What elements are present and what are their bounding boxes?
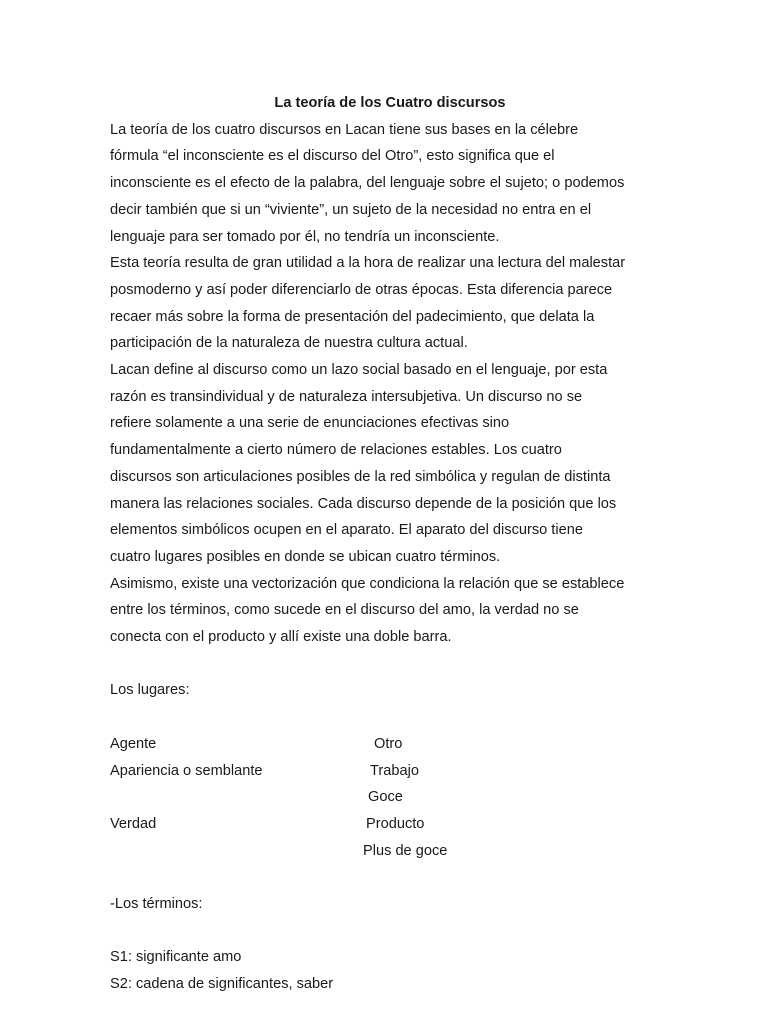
lugar-left: Apariencia o semblante — [110, 762, 263, 779]
body-line: refiere solamente a una serie de enunciaciones efectivas sino — [110, 415, 510, 432]
body-line: Esta teoría resulta de gran utilidad a la hora de realizar una lectura del malestar — [110, 255, 626, 272]
body-line: razón es transindividual y de naturaleza intersubjetiva. Un discurso no se — [110, 388, 583, 405]
blank-line — [110, 864, 670, 891]
termino-item: S2: cadena de significantes, saber — [110, 976, 334, 993]
body-line: posmoderno y así poder diferenciarlo de otras épocas. Esta diferencia parece — [110, 281, 613, 298]
body-line: fundamentalmente a cierto número de relaciones estables. Los cuatro — [110, 442, 562, 459]
lugares-table — [110, 731, 670, 864]
body-line: lenguaje para ser tomado por él, no tendría un inconsciente. — [110, 228, 500, 245]
body-line: Asimismo, existe una vectorización que condiciona la relación que se establece — [110, 575, 625, 592]
body-line: inconsciente es el efecto de la palabra, del lenguaje sobre el sujeto; o podemos — [110, 175, 625, 192]
termino-item: S1: significante amo — [110, 949, 242, 966]
lugares-row — [110, 731, 670, 758]
body-line: cuatro lugares posibles en donde se ubican cuatro términos. — [110, 548, 501, 565]
lugares-heading: Los lugares: — [110, 682, 190, 699]
body-line: elementos simbólicos ocupen en el aparato. El aparato del discurso tiene — [110, 522, 583, 539]
terminos-list — [110, 944, 670, 997]
document-title: La teoría de los Cuatro discursos — [274, 95, 506, 111]
body-line: conecta con el producto y allí existe una doble barra. — [110, 629, 452, 646]
lugares-row — [110, 784, 670, 811]
lugar-right: Plus de goce — [363, 842, 448, 859]
body-line: fórmula “el inconsciente es el discurso del Otro”, esto significa que el — [110, 148, 555, 165]
terminos-heading: -Los términos: — [110, 895, 203, 912]
body-line: entre los términos, como sucede en el discurso del amo, la verdad no se — [110, 602, 579, 619]
lugares-row — [110, 838, 670, 865]
lugares-row — [110, 811, 670, 838]
lugar-left: Verdad — [110, 815, 157, 832]
lugar-right: Trabajo — [370, 762, 419, 779]
lugar-right: Producto — [366, 815, 425, 832]
lugar-right: Goce — [368, 789, 403, 806]
lugar-left: Agente — [110, 735, 157, 752]
body-line: decir también que si un “viviente”, un sujeto de la necesidad no entra en el — [110, 201, 592, 218]
body-line: recaer más sobre la forma de presentación del padecimiento, que delata la — [110, 308, 595, 325]
body-paragraphs — [110, 117, 670, 651]
body-line: manera las relaciones sociales. Cada discurso depende de la posición que los — [110, 495, 617, 512]
blank-line — [110, 918, 670, 945]
body-line: participación de la naturaleza de nuestra cultura actual. — [110, 335, 468, 352]
blank-line — [110, 651, 670, 678]
body-line: discursos son articulaciones posibles de la red simbólica y regulan de distinta — [110, 468, 611, 485]
body-line: La teoría de los cuatro discursos en Lacan tiene sus bases en la célebre — [110, 121, 579, 138]
blank-line — [110, 704, 670, 731]
document-page — [110, 90, 670, 998]
lugar-right: Otro — [374, 735, 403, 752]
lugares-row — [110, 758, 670, 785]
body-line: Lacan define al discurso como un lazo social basado en el lenguaje, por esta — [110, 362, 608, 379]
